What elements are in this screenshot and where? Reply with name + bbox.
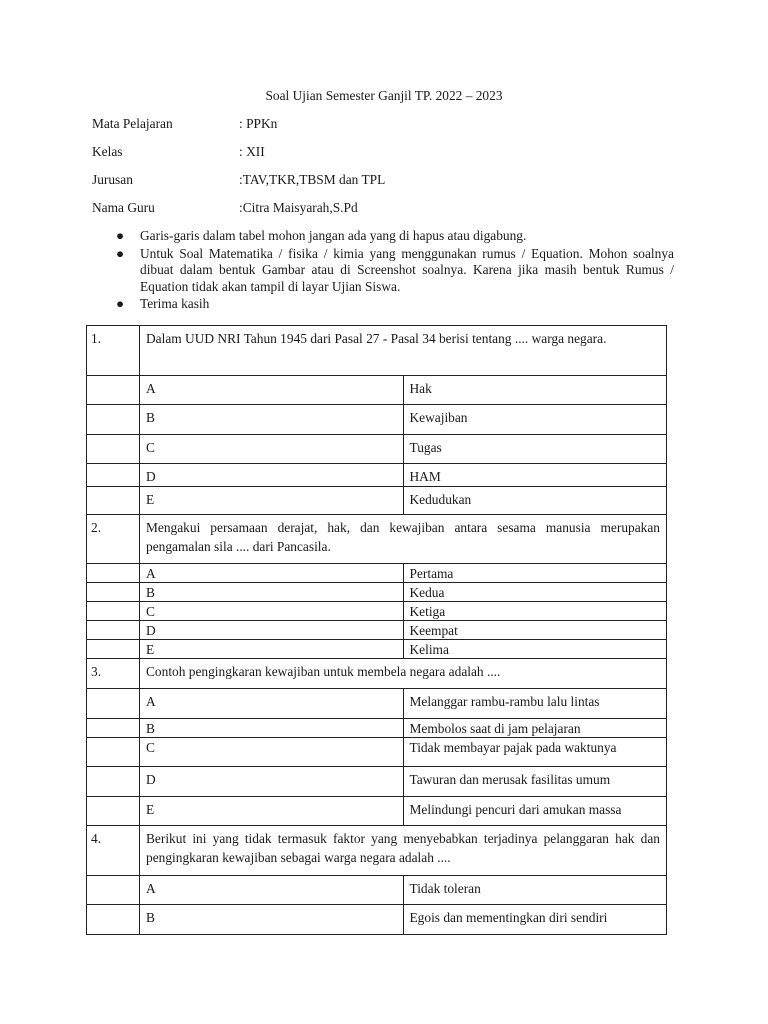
option-text: Melanggar rambu-rambu lalu lintas	[403, 689, 667, 719]
option-row	[87, 797, 667, 826]
field-value: : PPKn	[239, 116, 278, 131]
field-value: :TAV,TKR,TBSM dan TPL	[239, 172, 386, 187]
notes-list	[116, 228, 674, 314]
option-letter: B	[140, 719, 404, 738]
option-letter: D	[140, 464, 404, 487]
option-text: Kelima	[403, 640, 667, 659]
question-text: Dalam UUD NRI Tahun 1945 dari Pasal 27 - Pasal 34 berisi tentang .... warga negara.	[140, 326, 667, 376]
option-text: Tidak toleran	[403, 876, 667, 905]
bullet-icon: ●	[116, 228, 125, 243]
question-text: Berikut ini yang tidak termasuk faktor yang menyebabkan terjadinya pelanggaran hak dan pengingkaran kewajiban sebagai warga negara adalah ....	[140, 826, 667, 876]
question-number: 3.	[87, 659, 140, 689]
option-row	[87, 719, 667, 738]
option-row	[87, 602, 667, 621]
option-text: Keempat	[403, 621, 667, 640]
question-text: Mengakui persamaan derajat, hak, dan kewajiban antara sesama manusia merupakan pengamalan sila .... dari Pancasila.	[140, 515, 667, 564]
questions-table	[86, 325, 667, 935]
option-text: Tugas	[403, 435, 667, 464]
option-letter: C	[140, 738, 404, 767]
option-letter: A	[140, 689, 404, 719]
option-text: HAM	[403, 464, 667, 487]
option-letter: A	[140, 376, 404, 405]
option-row	[87, 405, 667, 435]
question-row	[87, 659, 667, 689]
field-label: Mata Pelajaran	[92, 116, 173, 131]
option-letter: B	[140, 405, 404, 435]
option-letter: B	[140, 583, 404, 602]
note-item: ● Untuk Soal Matematika / fisika / kimia yang menggunakan rumus / Equation. Mohon soalnya dibuat dalam bentuk Gambar atau di Screenshot soalnya. Karena jika masih bentuk Rumus / Equation tidak akan tampil di layar Ujian Siswa.	[116, 245, 674, 294]
option-letter: A	[140, 564, 404, 583]
option-letter: B	[140, 905, 404, 935]
question-row	[87, 826, 667, 876]
question-number: 4.	[87, 826, 140, 876]
field-label: Kelas	[92, 144, 123, 159]
field-label: Nama Guru	[92, 200, 155, 215]
option-text: Hak	[403, 376, 667, 405]
option-letter: E	[140, 797, 404, 826]
option-letter: A	[140, 876, 404, 905]
option-text: Tidak membayar pajak pada waktunya	[403, 738, 667, 767]
option-text: Ketiga	[403, 602, 667, 621]
option-row	[87, 876, 667, 905]
option-row	[87, 738, 667, 767]
field-label: Jurusan	[92, 172, 133, 187]
option-text: Membolos saat di jam pelajaran	[403, 719, 667, 738]
field-value: : XII	[239, 144, 265, 159]
option-letter: D	[140, 767, 404, 797]
option-text: Tawuran dan merusak fasilitas umum	[403, 767, 667, 797]
option-text: Kedudukan	[403, 487, 667, 515]
option-row	[87, 376, 667, 405]
option-row	[87, 487, 667, 515]
option-letter: D	[140, 621, 404, 640]
note-item: ● Garis-garis dalam tabel mohon jangan ada yang di hapus atau digabung.	[116, 228, 527, 243]
option-letter: C	[140, 435, 404, 464]
option-letter: E	[140, 487, 404, 515]
question-row	[87, 326, 667, 376]
field-value: :Citra Maisyarah,S.Pd	[239, 200, 358, 215]
option-text: Melindungi pencuri dari amukan massa	[403, 797, 667, 826]
document-title: Soal Ujian Semester Ganjil TP. 2022 – 2023	[265, 88, 503, 103]
option-row	[87, 905, 667, 935]
note-item: ● Terima kasih	[116, 296, 210, 311]
option-row	[87, 464, 667, 487]
option-letter: C	[140, 602, 404, 621]
option-text: Pertama	[403, 564, 667, 583]
question-number: 1.	[87, 326, 140, 376]
option-text: Kedua	[403, 583, 667, 602]
option-text: Kewajiban	[403, 405, 667, 435]
option-letter: E	[140, 640, 404, 659]
option-text: Egois dan mementingkan diri sendiri	[403, 905, 667, 935]
question-number: 2.	[87, 515, 140, 564]
option-row	[87, 767, 667, 797]
option-row	[87, 621, 667, 640]
option-row	[87, 640, 667, 659]
option-row	[87, 435, 667, 464]
option-row	[87, 564, 667, 583]
question-text: Contoh pengingkaran kewajiban untuk membela negara adalah ....	[140, 659, 667, 689]
bullet-icon: ●	[116, 296, 125, 311]
question-row	[87, 515, 667, 564]
option-row	[87, 689, 667, 719]
option-row	[87, 583, 667, 602]
bullet-icon: ●	[116, 245, 125, 261]
